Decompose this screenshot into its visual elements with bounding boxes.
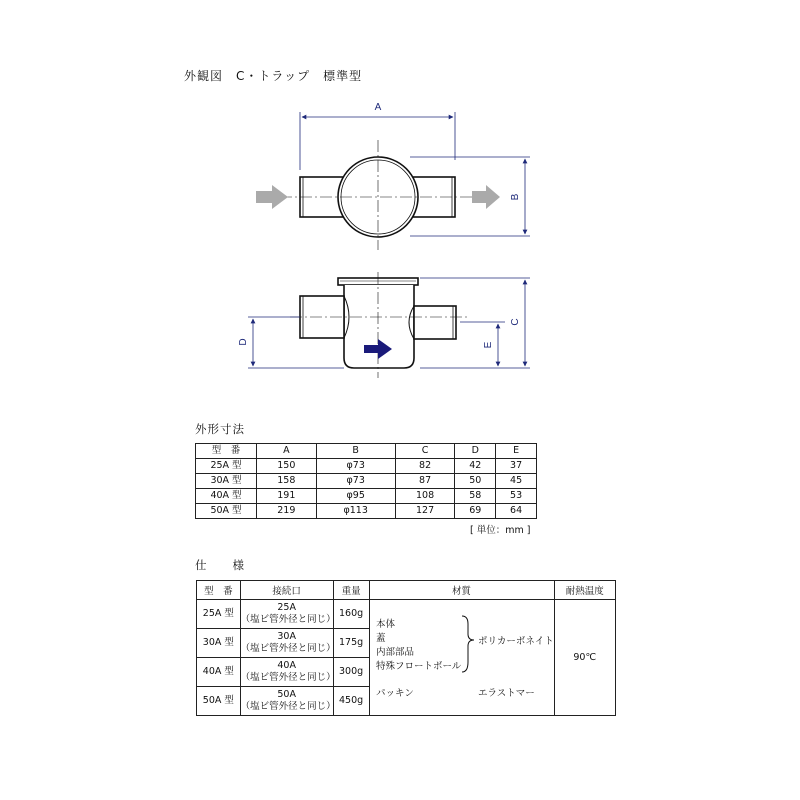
cell: 25A 型 [196,459,257,474]
dimensions-table [195,443,537,519]
cell: 50 [455,474,496,489]
table-row [196,504,537,519]
cell: 82 [395,459,455,474]
header-cell: 耐熱温度 [554,581,616,600]
cell: 42 [455,459,496,474]
header-cell: 型 番 [196,444,257,459]
cell: 53 [496,489,537,504]
cell: 40A 型 [197,658,241,687]
material-part: 蓋 [375,633,386,644]
header-cell: A [257,444,317,459]
cell [240,658,336,687]
cell: 127 [395,504,455,519]
temperature-cell: 90℃ [554,600,616,716]
cell: 50A 型 [196,504,257,519]
cell [240,600,336,629]
material-polycarbonate: ポリカーボネイト [477,636,554,647]
cell: 37 [496,459,537,474]
materials-block [370,600,554,714]
port-note: （塩ビ管外径と同じ） [240,643,336,654]
cell: 40A 型 [196,489,257,504]
header-cell: D [455,444,496,459]
material-part: 内部部品 [375,647,414,658]
port-note: （塩ビ管外径と同じ） [240,701,336,712]
port-size: 40A [277,660,296,671]
cell: φ113 [316,504,395,519]
material-cell [369,600,554,716]
table-header-row [197,581,616,600]
material-part: 本体 [375,619,395,630]
dim-label-c: C [510,318,521,326]
dim-label-b: B [510,193,521,201]
table-row [197,600,616,629]
top-view [260,112,530,250]
cell: 150 [257,459,317,474]
cell: φ73 [316,459,395,474]
table-row [196,474,537,489]
spec-section-title: 仕 様 [195,558,245,572]
cell: 191 [257,489,317,504]
cell: 87 [395,474,455,489]
header-cell: C [395,444,455,459]
spec-table [196,580,616,716]
cell: φ95 [316,489,395,504]
header-cell: 接続口 [240,581,333,600]
material-part: 特殊フロートボール [375,661,461,672]
port-size: 30A [277,631,296,642]
page-title: 外観図 C・トラップ 標準型 [184,69,363,83]
port-size: 50A [277,689,296,700]
cell: 45 [496,474,537,489]
header-cell: E [496,444,537,459]
side-view [248,272,530,378]
dim-label-e: E [483,341,494,349]
port-note: （塩ビ管外径と同じ） [240,614,336,625]
dim-label-d: D [238,338,249,346]
cell: 30A 型 [197,629,241,658]
cell: 64 [496,504,537,519]
brace-icon [462,616,474,672]
cell: 58 [455,489,496,504]
table-row [196,459,537,474]
header-cell: B [316,444,395,459]
cell: 108 [395,489,455,504]
material-packing: パッキン [375,688,414,699]
cell: 160g [333,600,369,629]
header-cell: 材質 [369,581,554,600]
cell: 50A 型 [197,687,241,716]
port-size: 25A [277,602,296,613]
header-cell: 重量 [333,581,369,600]
cell: 25A 型 [197,600,241,629]
cell: 158 [257,474,317,489]
cell: 175g [333,629,369,658]
cell: 69 [455,504,496,519]
unit-note: [ 単位：mm ] [470,525,531,536]
dim-label-a: A [374,102,382,113]
inflow-arrow-icon [256,185,288,209]
cell: 300g [333,658,369,687]
outflow-arrow-icon [472,185,500,209]
cell [240,629,336,658]
cell: 219 [257,504,317,519]
cell: 30A 型 [196,474,257,489]
cell [240,687,336,716]
port-note: （塩ビ管外径と同じ） [240,672,336,683]
cell: 450g [333,687,369,716]
table-header-row [196,444,537,459]
dimensions-section-title: 外形寸法 [195,422,245,436]
cell: φ73 [316,474,395,489]
table-row [196,489,537,504]
header-cell: 型 番 [197,581,241,600]
material-elastomer: エラストマー [477,688,535,699]
